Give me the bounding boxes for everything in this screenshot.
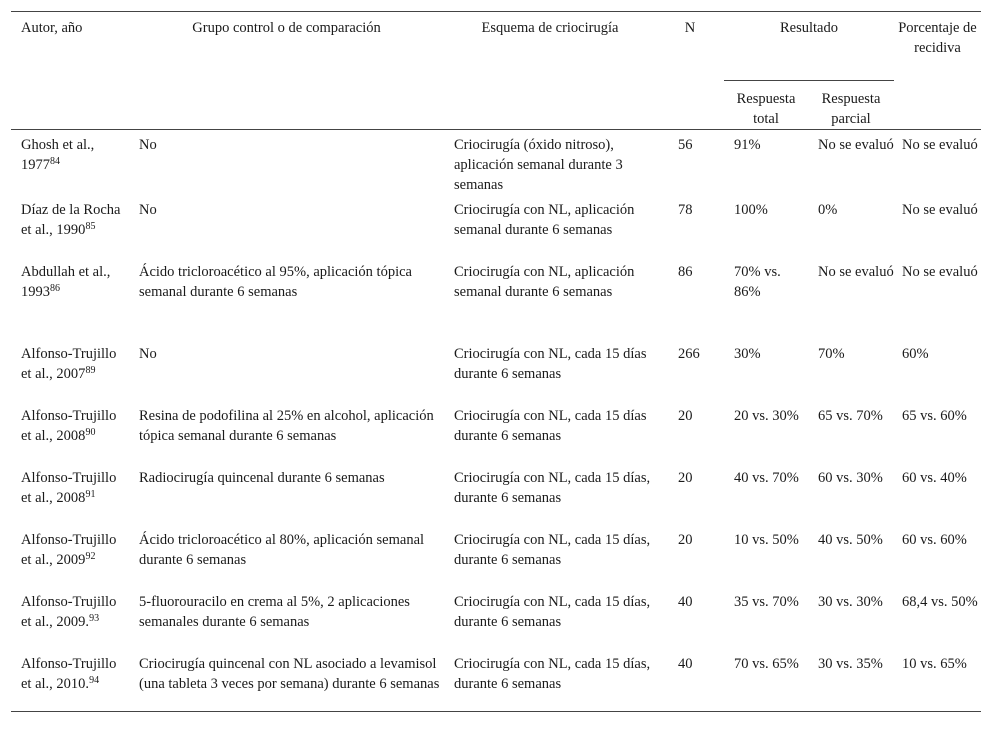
recurrence-cell	[894, 525, 981, 587]
recurrence-cell-text: 65 vs. 60%	[902, 408, 967, 424]
total-response-cell	[724, 195, 808, 257]
author-cell	[11, 339, 129, 401]
n-cell-text: 40	[678, 656, 693, 672]
recurrence-cell	[894, 587, 981, 649]
reference-number: 91	[85, 489, 96, 500]
scheme-cell-text: Criocirugía con NL, cada 15 días, durante 6 semanas	[454, 470, 651, 506]
author-cell-text: Ghosh et al., 1977	[21, 137, 95, 173]
recurrence-cell-text: No se evaluó	[902, 137, 978, 153]
cryosurgery-studies-table	[11, 11, 981, 712]
n-cell	[656, 257, 724, 339]
author-cell-text: Díaz de la Rocha et al., 1990	[21, 202, 121, 238]
partial-response-cell-text: 70%	[818, 346, 845, 362]
total-response-cell-text: 30%	[734, 346, 761, 362]
author-cell	[11, 130, 129, 196]
author-cell-text: Alfonso-Trujillo et al., 2007	[21, 346, 117, 382]
control-group-cell-text: Criocirugía quincenal con NL asociado a levamisol (una tableta 3 veces por semana) durante 6 semanas	[139, 656, 440, 692]
total-response-cell	[724, 463, 808, 525]
n-cell-text: 20	[678, 532, 693, 548]
recurrence-cell-text: No se evaluó	[902, 264, 978, 280]
total-response-cell-text: 10 vs. 50%	[734, 532, 799, 548]
control-group-cell	[129, 195, 444, 257]
partial-response-cell	[808, 587, 894, 649]
control-group-cell-text: Resina de podofilina al 25% en alcohol, aplicación tópica semanal durante 6 semanas	[139, 408, 434, 444]
partial-response-cell-text: No se evaluó	[818, 264, 894, 280]
recurrence-cell	[894, 195, 981, 257]
recurrence-cell	[894, 401, 981, 463]
scheme-cell	[444, 463, 656, 525]
author-cell	[11, 257, 129, 339]
partial-response-cell-text: No se evaluó	[818, 137, 894, 153]
n-cell-text: 86	[678, 264, 693, 280]
table-row	[11, 463, 981, 525]
scheme-cell-text: Criocirugía con NL, aplicación semanal durante 6 semanas	[454, 202, 635, 238]
header-recurrence: Porcentaje de recidiva	[898, 20, 977, 56]
partial-response-cell-text: 40 vs. 50%	[818, 532, 883, 548]
control-group-cell	[129, 587, 444, 649]
reference-number: 89	[85, 365, 96, 376]
total-response-cell	[724, 339, 808, 401]
control-group-cell-text: Radiocirugía quincenal durante 6 semanas	[139, 470, 385, 486]
header-scheme: Esquema de criocirugía	[481, 20, 619, 36]
partial-response-cell-text: 0%	[818, 202, 838, 218]
total-response-cell-text: 91%	[734, 137, 761, 153]
scheme-cell-text: Criocirugía con NL, cada 15 días durante 6 semanas	[454, 408, 647, 444]
recurrence-cell-text: 60 vs. 60%	[902, 532, 967, 548]
recurrence-cell-text: 60%	[902, 346, 929, 362]
author-cell	[11, 463, 129, 525]
n-cell-text: 78	[678, 202, 693, 218]
header-result: Resultado	[780, 20, 838, 36]
reference-number: 94	[89, 675, 100, 686]
reference-number: 93	[89, 613, 100, 624]
author-cell-text: Alfonso-Trujillo et al., 2008	[21, 470, 117, 506]
total-response-cell	[724, 401, 808, 463]
scheme-cell-text: Criocirugía con NL, cada 15 días, durante 6 semanas	[454, 532, 651, 568]
author-cell-text: Alfonso-Trujillo et al., 2008	[21, 408, 117, 444]
scheme-cell	[444, 649, 656, 711]
header-control-group: Grupo control o de comparación	[192, 20, 381, 36]
reference-number: 84	[50, 156, 60, 167]
scheme-cell	[444, 257, 656, 339]
reference-number: 92	[85, 551, 96, 562]
n-cell-text: 20	[678, 408, 693, 424]
author-cell	[11, 401, 129, 463]
table-row	[11, 587, 981, 649]
n-cell-text: 266	[678, 346, 700, 362]
total-response-cell-text: 40 vs. 70%	[734, 470, 799, 486]
scheme-cell-text: Criocirugía con NL, aplicación semanal durante 6 semanas	[454, 264, 635, 300]
author-cell	[11, 195, 129, 257]
n-cell-text: 56	[678, 137, 693, 153]
scheme-cell-text: Criocirugía con NL, cada 15 días, durante 6 semanas	[454, 656, 651, 692]
author-cell	[11, 525, 129, 587]
control-group-cell	[129, 339, 444, 401]
table-row	[11, 401, 981, 463]
total-response-cell-text: 70% vs. 86%	[734, 264, 781, 300]
reference-number: 90	[85, 427, 96, 438]
n-cell	[656, 401, 724, 463]
n-cell	[656, 195, 724, 257]
partial-response-cell	[808, 130, 894, 196]
control-group-cell-text: 5-fluorouracilo en crema al 5%, 2 aplicaciones semanales durante 6 semanas	[139, 594, 410, 630]
partial-response-cell-text: 60 vs. 30%	[818, 470, 883, 486]
control-group-cell	[129, 130, 444, 196]
author-cell-text: Alfonso-Trujillo et al., 2009.	[21, 594, 117, 630]
recurrence-cell-text: 10 vs. 65%	[902, 656, 967, 672]
partial-response-cell	[808, 525, 894, 587]
partial-response-cell	[808, 649, 894, 711]
total-response-cell-text: 100%	[734, 202, 768, 218]
n-cell	[656, 339, 724, 401]
table-row	[11, 195, 981, 257]
recurrence-cell-text: No se evaluó	[902, 202, 978, 218]
scheme-cell	[444, 195, 656, 257]
author-cell-text: Abdullah et al., 1993	[21, 264, 111, 300]
n-cell	[656, 649, 724, 711]
n-cell-text: 20	[678, 470, 693, 486]
scheme-cell	[444, 401, 656, 463]
partial-response-cell-text: 65 vs. 70%	[818, 408, 883, 424]
control-group-cell-text: Ácido tricloroacético al 80%, aplicación semanal durante 6 semanas	[139, 532, 425, 568]
recurrence-cell	[894, 649, 981, 711]
recurrence-cell	[894, 463, 981, 525]
partial-response-cell	[808, 257, 894, 339]
total-response-cell-text: 20 vs. 30%	[734, 408, 799, 424]
control-group-cell-text: No	[139, 202, 157, 218]
header-n: N	[684, 20, 696, 36]
author-cell-text: Alfonso-Trujillo et al., 2009	[21, 532, 117, 568]
n-cell	[656, 525, 724, 587]
table-row	[11, 257, 981, 339]
partial-response-cell	[808, 463, 894, 525]
control-group-cell	[129, 401, 444, 463]
table-row	[11, 525, 981, 587]
table-row	[11, 130, 981, 196]
partial-response-cell-text: 30 vs. 30%	[818, 594, 883, 610]
table-body	[11, 130, 981, 712]
scheme-cell-text: Criocirugía (óxido nitroso), aplicación semanal durante 3 semanas	[454, 137, 623, 193]
author-cell-text: Alfonso-Trujillo et al., 2010.	[21, 656, 117, 692]
partial-response-cell	[808, 339, 894, 401]
control-group-cell	[129, 257, 444, 339]
recurrence-cell	[894, 130, 981, 196]
total-response-cell	[724, 130, 808, 196]
n-cell-text: 40	[678, 594, 693, 610]
control-group-cell-text: Ácido tricloroacético al 95%, aplicación tópica semanal durante 6 semanas	[139, 264, 412, 300]
partial-response-cell	[808, 195, 894, 257]
recurrence-cell	[894, 257, 981, 339]
control-group-cell	[129, 463, 444, 525]
reference-number: 85	[85, 221, 96, 232]
total-response-cell-text: 35 vs. 70%	[734, 594, 799, 610]
recurrence-cell	[894, 339, 981, 401]
scheme-cell	[444, 130, 656, 196]
total-response-cell	[724, 525, 808, 587]
control-group-cell	[129, 525, 444, 587]
total-response-cell	[724, 587, 808, 649]
total-response-cell	[724, 257, 808, 339]
recurrence-cell-text: 68,4 vs. 50%	[902, 594, 978, 610]
author-cell	[11, 587, 129, 649]
header-partial-response: Respuesta parcial	[808, 81, 894, 130]
scheme-cell	[444, 339, 656, 401]
table-row	[11, 649, 981, 711]
header-total-response: Respuesta total	[724, 81, 808, 130]
header-author-year: Autor, año	[21, 20, 83, 36]
partial-response-cell-text: 30 vs. 35%	[818, 656, 883, 672]
partial-response-cell	[808, 401, 894, 463]
n-cell	[656, 463, 724, 525]
control-group-cell-text: No	[139, 346, 157, 362]
total-response-cell-text: 70 vs. 65%	[734, 656, 799, 672]
reference-number: 86	[50, 283, 60, 294]
control-group-cell-text: No	[139, 137, 157, 153]
scheme-cell	[444, 587, 656, 649]
n-cell	[656, 130, 724, 196]
scheme-cell	[444, 525, 656, 587]
n-cell	[656, 587, 724, 649]
scheme-cell-text: Criocirugía con NL, cada 15 días, durante 6 semanas	[454, 594, 651, 630]
total-response-cell	[724, 649, 808, 711]
table-header	[11, 12, 981, 130]
recurrence-cell-text: 60 vs. 40%	[902, 470, 967, 486]
control-group-cell	[129, 649, 444, 711]
table-row	[11, 339, 981, 401]
author-cell	[11, 649, 129, 711]
scheme-cell-text: Criocirugía con NL, cada 15 días durante 6 semanas	[454, 346, 647, 382]
